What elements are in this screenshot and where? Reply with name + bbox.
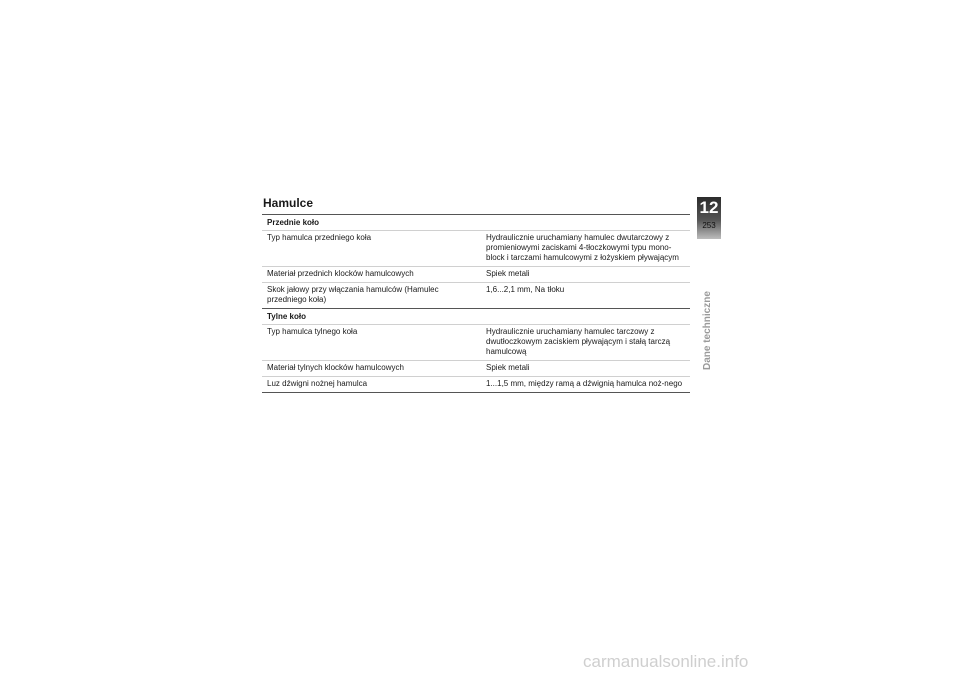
section-heading-front: Przednie koło <box>262 214 690 230</box>
table-row <box>262 282 690 308</box>
row-value: Hydraulicznie uruchamiany hamulec tarczowy z dwutłoczkowym zaciskiem pływającym i stałą tarczą hamulcową <box>486 327 671 356</box>
row-label: Materiał tylnych klocków hamulcowych <box>267 363 404 372</box>
chapter-side-label: Dane techniczne <box>702 291 713 370</box>
row-value: Spiek metali <box>486 269 530 278</box>
row-value: 1,6...2,1 mm, Na tłoku <box>486 285 565 294</box>
row-label: Luz dźwigni nożnej hamulca <box>267 379 368 388</box>
chapter-number: 12 <box>699 198 719 217</box>
chapter-tab <box>697 197 721 239</box>
table-row <box>262 360 690 376</box>
row-value: Hydraulicznie uruchamiany hamulec dwutarczowy z promieniowymi zaciskami 4-tłoczkowymi typu mono-block i tarczami hamulcowymi z łożyskiem pływającym <box>486 233 679 262</box>
brakes-table <box>262 214 690 393</box>
table-row <box>262 230 690 266</box>
section-heading-rear: Tylne koło <box>262 308 690 324</box>
row-label: Typ hamulca przedniego koła <box>267 233 372 242</box>
row-label: Typ hamulca tylnego koła <box>267 327 358 336</box>
row-value: 1...1,5 mm, między ramą a dźwignią hamulca noż-nego <box>486 379 683 388</box>
row-label: Materiał przednich klocków hamulcowych <box>267 269 414 278</box>
page-title: Hamulce <box>263 196 314 210</box>
table-row <box>262 324 690 360</box>
row-value: Spiek metali <box>486 363 530 372</box>
page-number: 253 <box>702 221 716 230</box>
table-row <box>262 266 690 282</box>
table-row <box>262 376 690 393</box>
watermark: carmanualsonline.info <box>583 652 749 671</box>
row-label: Skok jałowy przy włączania hamulców (Hamulec przedniego koła) <box>267 285 439 304</box>
